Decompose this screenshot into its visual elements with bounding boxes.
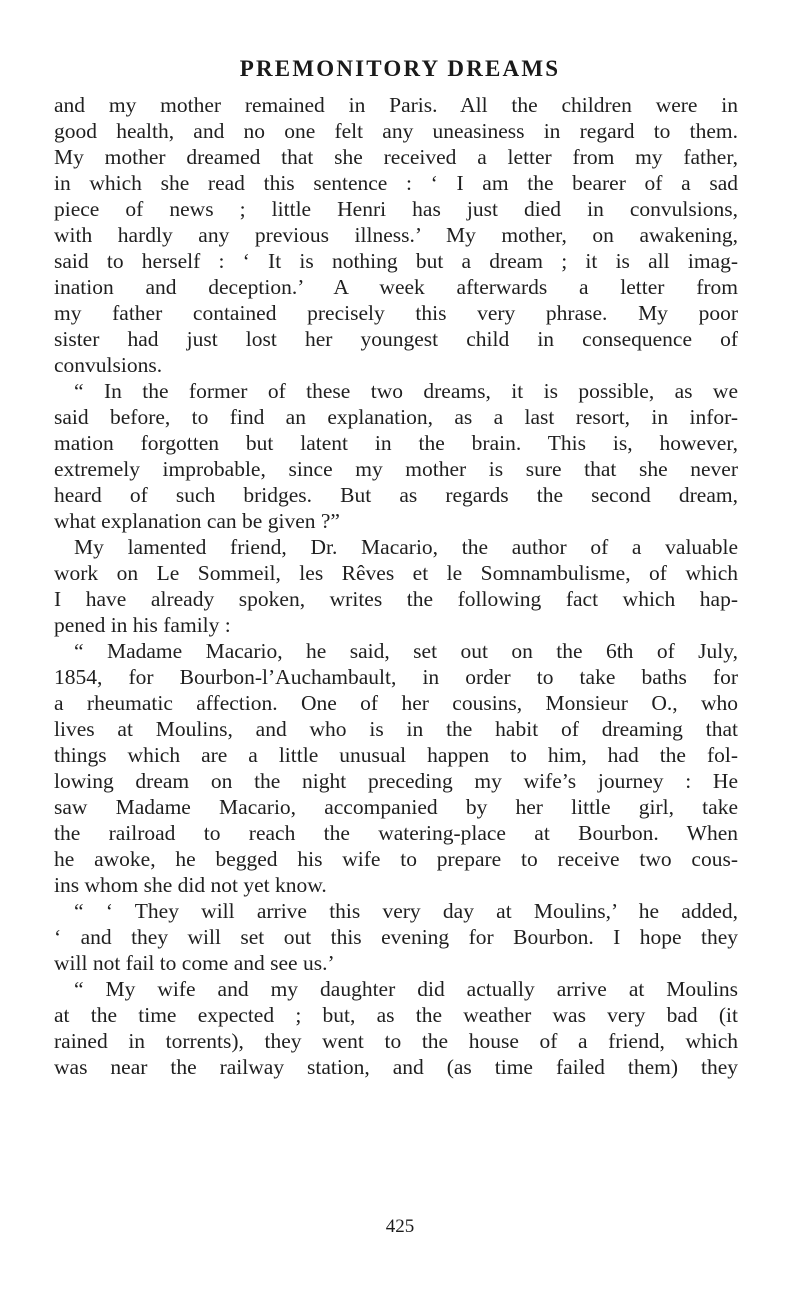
text-line: saw Madame Macario, accompanied by her little girl, take xyxy=(54,795,738,819)
text-line: was near the railway station, and (as time failed them) they xyxy=(54,1055,738,1079)
text-line: sister had just lost her youngest child in consequence of xyxy=(54,327,738,351)
text-line: piece of news ; little Henri has just died in convulsions, xyxy=(54,197,738,221)
text-line: and my mother remained in Paris. All the children were in xyxy=(54,93,738,117)
text-line: rained in torrents), they went to the house of a friend, which xyxy=(54,1029,738,1053)
text-line: “ Madame Macario, he said, set out on the 6th of July, xyxy=(74,639,738,663)
text-line: ‘ and they will set out this evening for Bourbon. I hope they xyxy=(54,925,738,949)
text-line: at the time expected ; but, as the weather was very bad (it xyxy=(54,1003,738,1027)
body-text xyxy=(54,92,738,1080)
text-line: good health, and no one felt any uneasiness in regard to them. xyxy=(54,119,738,143)
page-number: 425 xyxy=(385,1216,415,1237)
text-line: “ In the former of these two dreams, it is possible, as we xyxy=(74,379,738,403)
text-line: 1854, for Bourbon-l’Auchambault, in order to take baths for xyxy=(54,665,738,689)
text-line: mation forgotten but latent in the brain. This is, however, xyxy=(54,431,738,455)
text-line: My lamented friend, Dr. Macario, the author of a valuable xyxy=(74,535,738,559)
text-line: a rheumatic affection. One of her cousins, Monsieur O., who xyxy=(54,691,738,715)
text-line: convulsions. xyxy=(54,353,163,377)
text-line: pened in his family : xyxy=(54,613,231,637)
text-line: ination and deception.’ A week afterwards a letter from xyxy=(54,275,738,299)
text-line: what explanation can be given ?” xyxy=(54,509,340,533)
text-line: “ My wife and my daughter did actually arrive at Moulins xyxy=(74,977,738,1001)
text-line: work on Le Sommeil, les Rêves et le Somnambulisme, of which xyxy=(54,561,738,585)
text-line: lives at Moulins, and who is in the habit of dreaming that xyxy=(54,717,738,741)
text-line: said to herself : ‘ It is nothing but a dream ; it is all imag- xyxy=(54,249,738,273)
text-line: the railroad to reach the watering-place at Bourbon. When xyxy=(54,821,738,845)
text-line: said before, to find an explanation, as a last resort, in infor- xyxy=(54,405,738,429)
text-line: ins whom she did not yet know. xyxy=(54,873,327,897)
text-line: my father contained precisely this very phrase. My poor xyxy=(54,301,738,325)
text-line: I have already spoken, writes the following fact which hap- xyxy=(54,587,738,611)
text-line: heard of such bridges. But as regards the second dream, xyxy=(54,483,738,507)
text-line: in which she read this sentence : ‘ I am the bearer of a sad xyxy=(54,171,738,195)
text-line: will not fail to come and see us.’ xyxy=(54,951,335,975)
text-line: things which are a little unusual happen to him, had the fol- xyxy=(54,743,738,767)
text-line: with hardly any previous illness.’ My mother, on awakening, xyxy=(54,223,738,247)
text-line: lowing dream on the night preceding my wife’s journey : He xyxy=(54,769,738,793)
text-line: he awoke, he begged his wife to prepare to receive two cous- xyxy=(54,847,738,871)
running-head: PREMONITORY DREAMS xyxy=(239,56,561,81)
text-line: “ ‘ They will arrive this very day at Moulins,’ he added, xyxy=(74,899,738,923)
text-line: My mother dreamed that she received a letter from my father, xyxy=(54,145,738,169)
text-line: extremely improbable, since my mother is sure that she never xyxy=(54,457,738,481)
